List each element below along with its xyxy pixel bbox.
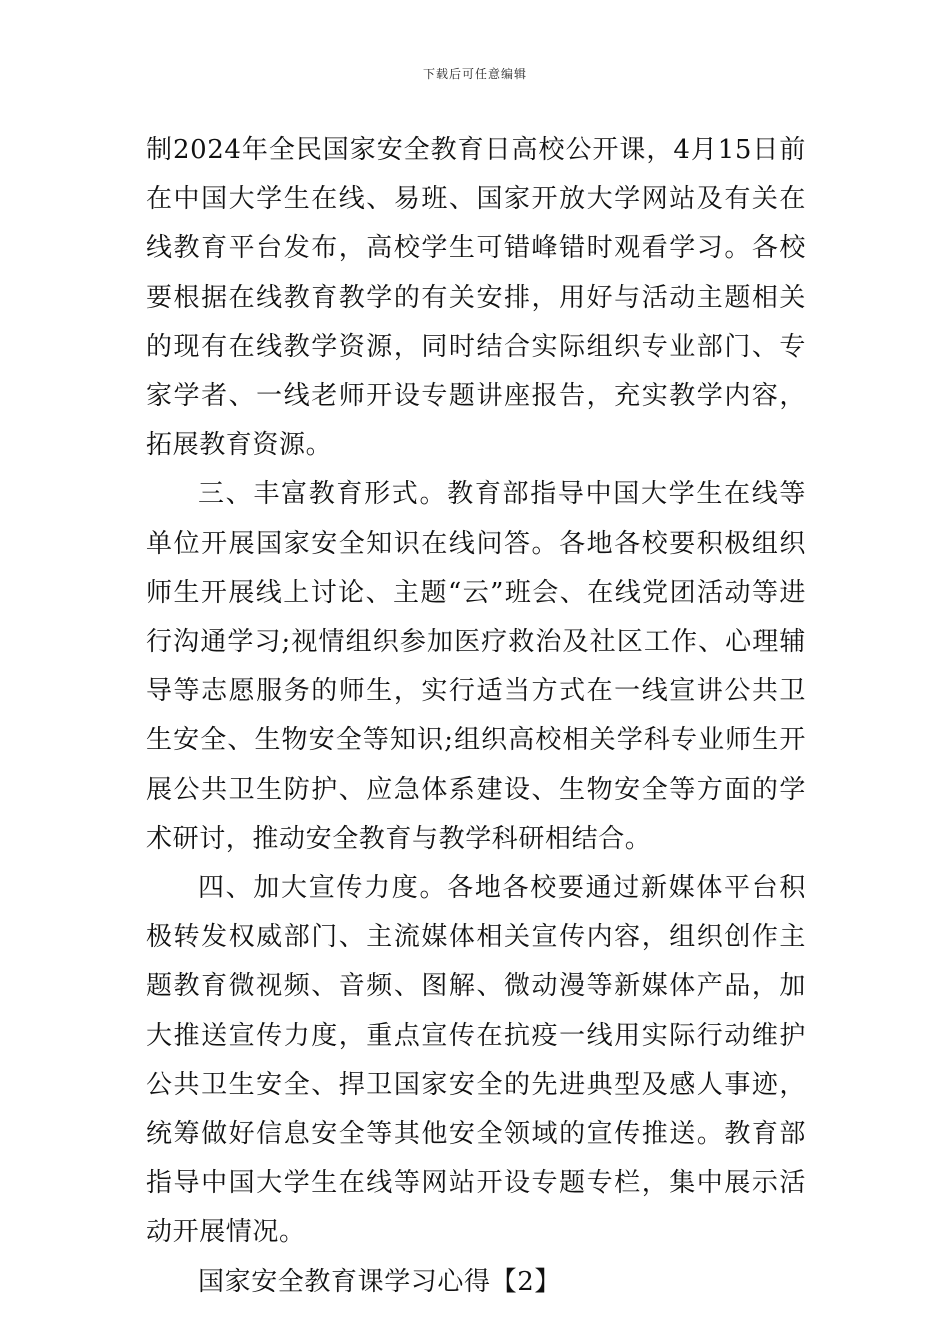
paragraph-continuation: 制2024年全民国家安全教育日高校公开课，4月15日前在中国大学生在线、易班、国家开放大学网站及有关在线教育平台发布，高校学生可错峰错时观看学习。各校要根据在线教育教学的有关安排，用好与活动主题相关的现有在线教学资源，同时结合实际组织专业部门、专家学者、一线老师开设专题讲座报告，充实教学内容，拓展教育资源。 <box>146 135 806 461</box>
paragraph-section-four: 四、加大宣传力度。各地各校要通过新媒体平台积极转发权威部门、主流媒体相关宣传内容，组织创作主题教育微视频、音频、图解、微动漫等新媒体产品，加大推送宣传力度，重点宣传在抗疫一线用实际行动维护公共卫生安全、捍卫国家安全的先进典型及感人事迹，统筹做好信息安全等其他安全领域的宣传推送。教育部指导中国大学生在线等网站开设专题专栏，集中展示活动开展情况。 <box>146 873 806 1248</box>
page-header-note: 下载后可任意编辑 <box>422 67 527 81</box>
paragraph-section-three: 三、丰富教育形式。教育部指导中国大学生在线等单位开展国家安全知识在线问答。各地各校要积极组织师生开展线上讨论、主题“云”班会、在线党团活动等进行沟通学习;视情组织参加医疗救治及社区工作、心理辅导等志愿服务的师生，实行适当方式在一线宣讲公共卫生安全、生物安全等知识;组织高校相关学科专业师生开展公共卫生防护、应急体系建设、生物安全等方面的学术研讨，推动安全教育与教学科研相结合。 <box>146 479 806 854</box>
document-body <box>146 126 806 1307</box>
section-heading: 国家安全教育课学习心得【2】 <box>198 1266 561 1297</box>
